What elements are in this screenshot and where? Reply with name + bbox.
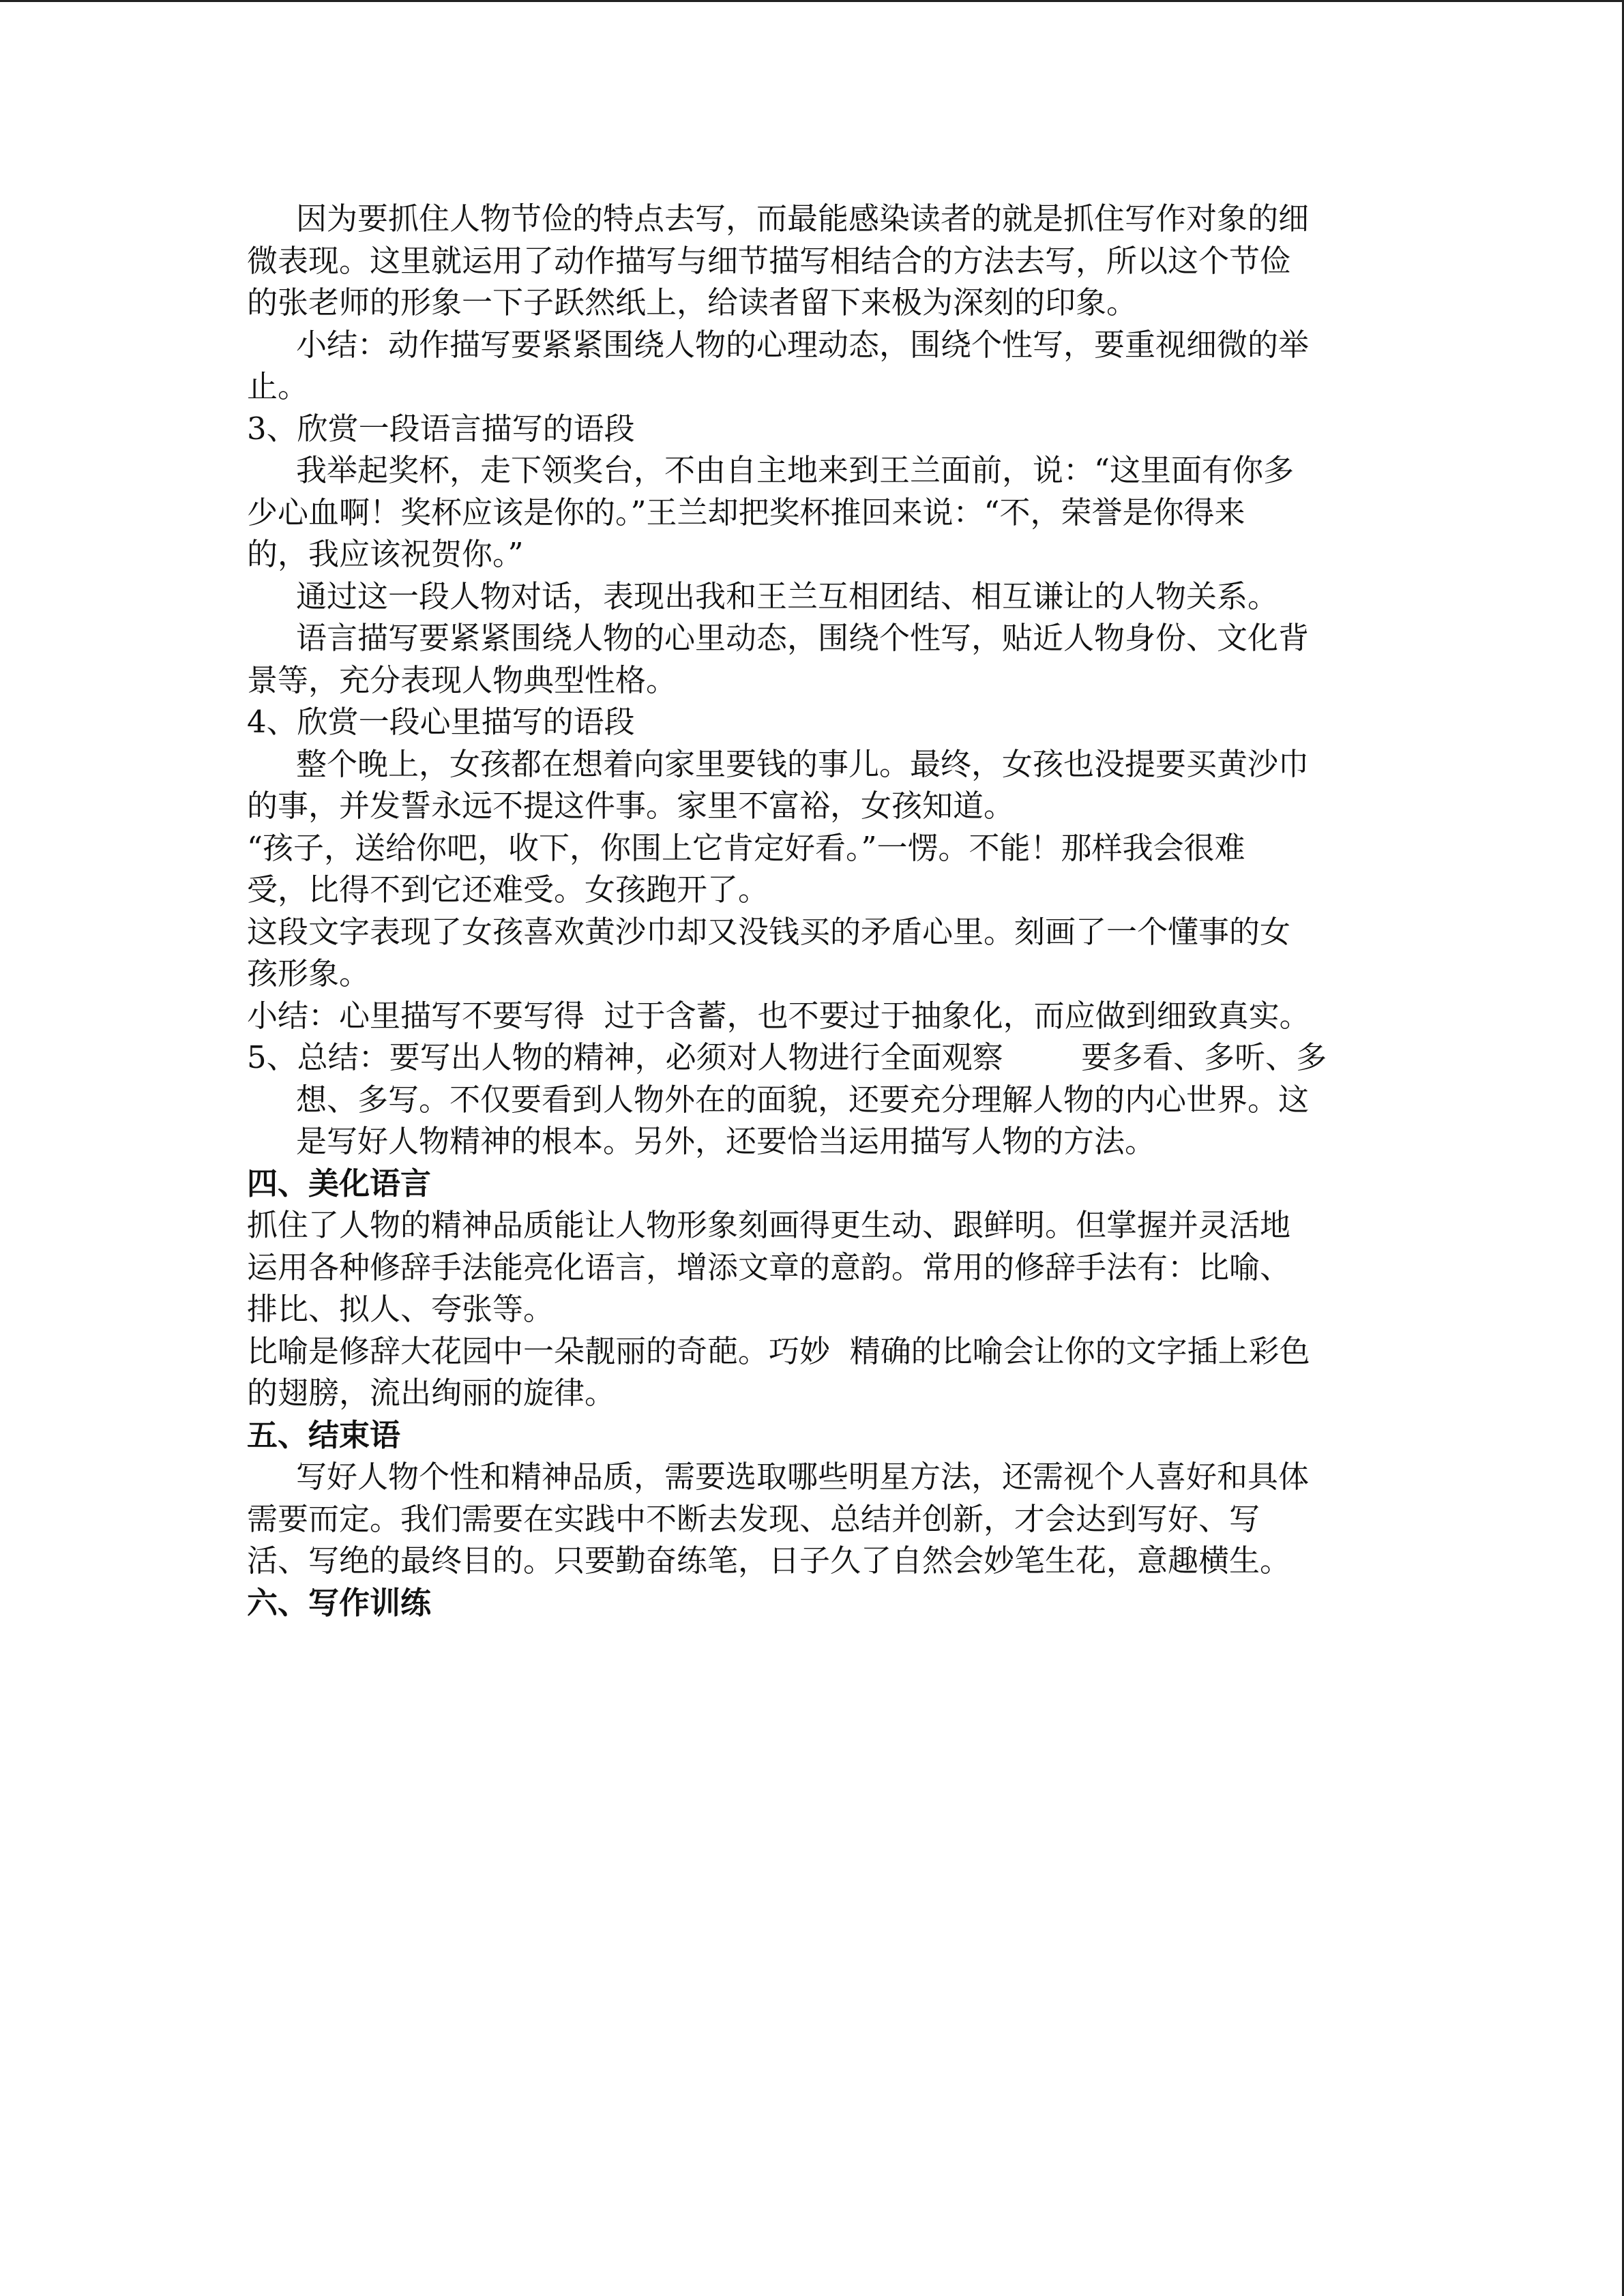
paragraph-line: 景等，充分表现人物典型性格。 <box>247 661 677 698</box>
paragraph-line: 的张老师的形象一下子跃然纸上，给读者留下来极为深刻的印象。 <box>247 284 1138 320</box>
quote-line: “孩子，送给你吧，收下，你围上它肯定好看。”一愣。不能！那样我会很难 <box>247 829 1245 866</box>
paragraph-line: 这段文字表现了女孩喜欢黄沙巾却又没钱买的矛盾心里。刻画了一个懂事的女 <box>247 913 1291 950</box>
paragraph-line: 想、多写。不仅要看到人物外在的面貌，还要充分理解人物的内心世界。这 <box>296 1081 1310 1118</box>
paragraph-line: 语言描写要紧紧围绕人物的心里动态，围绕个性写，贴近人物身份、文化背 <box>296 620 1310 656</box>
paragraph-line: 孩形象。 <box>247 955 370 992</box>
section-heading-5: 五、结束语 <box>247 1416 401 1453</box>
paragraph-line: 因为要抓住人物节俭的特点去写，而最能感染读者的就是抓住写作对象的细 <box>296 200 1310 237</box>
paragraph-line: 微表现。这里就运用了动作描写与细节描写相结合的方法去写，所以这个节俭 <box>247 242 1291 279</box>
paragraph-line: 通过这一段人物对话，表现出我和王兰互相团结、相互谦让的人物关系。 <box>296 578 1279 614</box>
paragraph-line: 需要而定。我们需要在实践中不断去发现、总结并创新，才会达到写好、写 <box>247 1500 1260 1537</box>
paragraph-line: 整个晚上，女孩都在想着向家里要钱的事儿。最终，女孩也没提要买黄沙巾 <box>296 745 1310 782</box>
section-heading-4: 四、美化语言 <box>247 1165 432 1202</box>
paragraph-line: 运用各种修辞手法能亮化语言，增添文章的意韵。常用的修辞手法有：比喻、 <box>247 1249 1291 1285</box>
section-heading-6: 六、写作训练 <box>247 1584 432 1621</box>
summary-line: 止。 <box>247 368 309 404</box>
summary-line: 小结：心里描写不要写得 过于含蓄，也不要过于抽象化，而应做到细致真实。 <box>247 997 1310 1034</box>
paragraph-line: 是写好人物精神的根本。另外，还要恰当运用描写人物的方法。 <box>296 1123 1156 1159</box>
section-item-3: 3、欣赏一段语言描写的语段 <box>247 410 635 447</box>
paragraph-line: 的事，并发誓永远不提这件事。家里不富裕，女孩知道。 <box>247 788 1015 824</box>
summary-line: 小结：动作描写要紧紧围绕人物的心理动态，围绕个性写，要重视细微的举 <box>296 326 1310 363</box>
document-body <box>247 198 1379 1624</box>
paragraph-line: 写好人物个性和精神品质，需要选取哪些明星方法，还需视个人喜好和具体 <box>296 1459 1310 1495</box>
section-item-4: 4、欣赏一段心里描写的语段 <box>247 704 635 740</box>
paragraph-line: 活、写绝的最终目的。只要勤奋练笔，日子久了自然会妙笔生花，意趣横生。 <box>247 1542 1291 1579</box>
section-item-5: 5、总结：要写出人物的精神，必须对人物进行全面观察 要多看、多听、多 <box>247 1039 1327 1075</box>
quote-line: 少心血啊！奖杯应该是你的。”王兰却把奖杯推回来说：“不，荣誉是你得来 <box>247 494 1245 531</box>
paragraph-line: 抓住了人物的精神品质能让人物形象刻画得更生动、跟鲜明。但掌握并灵活地 <box>247 1207 1291 1243</box>
paragraph-line: 比喻是修辞大花园中一朵靓丽的奇葩。巧妙 精确的比喻会让你的文字插上彩色 <box>247 1332 1310 1369</box>
paragraph-line: 排比、拟人、夸张等。 <box>247 1291 555 1327</box>
page-top-border <box>0 0 1624 2</box>
paragraph-line: 的翅膀，流出绚丽的旋律。 <box>247 1375 616 1411</box>
quote-line: 我举起奖杯，走下领奖台，不由自主地来到王兰面前，说：“这里面有你多 <box>296 452 1295 488</box>
quote-line: 受，比得不到它还难受。女孩跑开了。 <box>247 871 769 908</box>
quote-line: 的，我应该祝贺你。” <box>247 536 524 572</box>
